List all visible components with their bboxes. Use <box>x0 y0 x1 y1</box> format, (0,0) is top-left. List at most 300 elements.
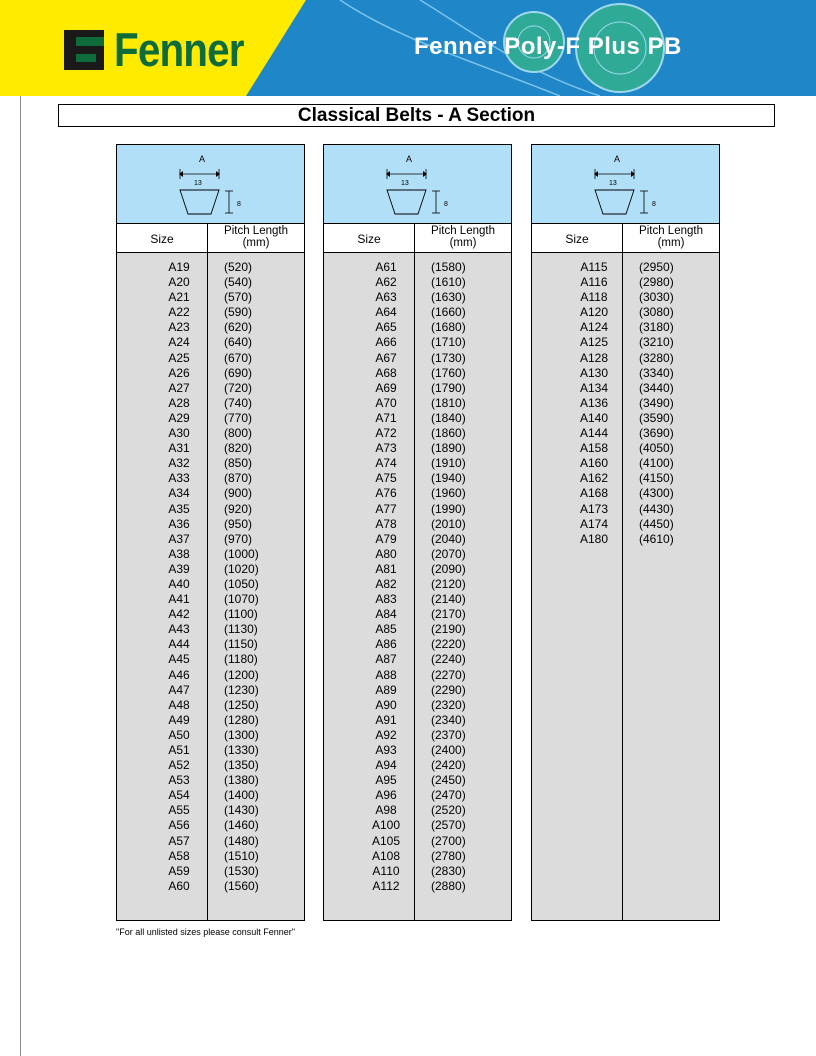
belt-size-cell: A58 <box>168 848 190 863</box>
belt-size-cell: A41 <box>168 592 190 607</box>
belt-trapezoid-shape <box>595 190 634 214</box>
belt-size-cell: A160 <box>579 456 609 471</box>
belt-size-cell: A134 <box>579 380 609 395</box>
pitch-length-cell: (3690) <box>639 426 674 441</box>
belt-size-cell: A83 <box>375 592 397 607</box>
table-row <box>324 396 511 411</box>
diagram-height-label: 8 <box>237 201 241 208</box>
table-row <box>324 713 511 728</box>
belt-size-cell: A31 <box>168 441 190 456</box>
belt-size-cell: A85 <box>375 622 397 637</box>
table-row <box>117 758 304 773</box>
table-row <box>117 366 304 381</box>
table-row <box>117 864 304 879</box>
table-row <box>324 381 511 396</box>
table-row <box>532 335 719 350</box>
pitch-length-cell: (4100) <box>639 456 674 471</box>
pitch-length-cell: (2040) <box>431 531 466 546</box>
pitch-length-cell: (2450) <box>431 773 466 788</box>
pitch-length-cell: (2190) <box>431 622 466 637</box>
pitch-length-cell: (900) <box>224 486 253 501</box>
belt-size-cell: A110 <box>372 863 400 878</box>
v-belt-cross-section-icon <box>324 145 511 223</box>
table-row <box>117 592 304 607</box>
belt-size-cell: A42 <box>168 607 190 622</box>
table-row <box>117 637 304 652</box>
table-row <box>532 290 719 305</box>
belt-size-cell: A61 <box>375 260 397 274</box>
pitch-length-cell: (4150) <box>639 471 674 486</box>
pitch-length-cell: (2980) <box>639 275 674 290</box>
pitch-length-cell: (1400) <box>224 788 259 803</box>
table-row <box>117 713 304 728</box>
table-row <box>324 803 511 818</box>
table-row <box>532 305 719 320</box>
belt-size-cell: A29 <box>168 410 190 425</box>
table-row <box>117 290 304 305</box>
table-row <box>324 426 511 441</box>
table-row <box>117 486 304 501</box>
belt-size-cell: A64 <box>375 305 397 320</box>
pitch-length-cell: (1610) <box>431 275 466 290</box>
table-row <box>117 849 304 864</box>
table-row <box>117 547 304 562</box>
table-row <box>532 260 719 275</box>
product-title: Fenner Poly-F Plus PB <box>414 33 682 60</box>
pitch-length-cell: (590) <box>224 305 253 320</box>
belt-size-cell: A33 <box>168 471 190 486</box>
pitch-length-header-line2: (mm) <box>449 237 477 249</box>
table-row <box>324 517 511 532</box>
table-row <box>532 366 719 381</box>
table-row <box>532 441 719 456</box>
pitch-length-cell: (950) <box>224 516 253 531</box>
pitch-length-cell: (2470) <box>431 788 466 803</box>
size-rows <box>532 260 719 547</box>
belt-size-cell: A82 <box>375 576 397 591</box>
pitch-length-cell: (1530) <box>224 863 259 878</box>
pitch-length-cell: (1430) <box>224 803 259 818</box>
belt-trapezoid-shape <box>387 190 426 214</box>
pitch-length-cell: (1460) <box>224 818 259 833</box>
pitch-length-cell: (1730) <box>431 350 466 365</box>
table-row <box>324 879 511 894</box>
pitch-length-cell: (1560) <box>224 878 259 893</box>
diagram-top-label: A <box>614 154 621 164</box>
belt-size-cell: A62 <box>375 275 397 290</box>
belt-size-cell: A140 <box>579 410 609 425</box>
belt-size-cell: A93 <box>375 743 397 757</box>
pitch-length-cell: (1940) <box>431 471 466 486</box>
table-row <box>324 366 511 381</box>
table-row <box>532 502 719 517</box>
belt-size-cell: A112 <box>372 878 400 893</box>
belt-size-cell: A94 <box>375 758 397 773</box>
pitch-length-cell: (3340) <box>639 365 674 380</box>
table-row <box>324 305 511 320</box>
belt-size-cell: A57 <box>168 833 190 848</box>
belt-size-cell: A67 <box>375 350 397 365</box>
pitch-length-header-line1: Pitch Length <box>431 225 495 237</box>
pitch-length-cell: (4610) <box>639 531 674 546</box>
belt-size-cell: A22 <box>168 305 190 320</box>
column-header-row <box>117 224 304 253</box>
pitch-length-cell: (2780) <box>431 848 466 863</box>
pitch-length-cell: (1790) <box>431 380 466 395</box>
belt-size-cell: A44 <box>168 637 190 652</box>
belt-size-cell: A36 <box>168 516 190 531</box>
pitch-length-cell: (620) <box>224 320 253 335</box>
belt-size-cell: A34 <box>168 486 190 501</box>
pitch-length-cell: (1810) <box>431 395 466 410</box>
diagram-height-label: 8 <box>652 201 656 208</box>
belt-size-cell: A81 <box>375 561 397 576</box>
table-row <box>324 532 511 547</box>
pitch-length-cell: (1150) <box>224 637 258 652</box>
belt-size-cell: A128 <box>579 350 609 365</box>
table-row <box>532 381 719 396</box>
footnote: "For all unlisted sizes please consult Fenner" <box>116 927 295 937</box>
belt-size-cell: A80 <box>375 546 397 561</box>
size-column-header: Size <box>565 232 589 246</box>
belt-size-cell: A54 <box>168 788 190 803</box>
table-row <box>324 758 511 773</box>
pitch-length-cell: (2090) <box>431 561 466 576</box>
belt-size-cell: A63 <box>375 290 397 305</box>
belt-size-cell: A168 <box>579 486 609 501</box>
size-rows <box>117 260 304 894</box>
pitch-length-cell: (1300) <box>224 727 259 742</box>
belt-size-cell: A53 <box>168 773 190 788</box>
pitch-length-cell: (4300) <box>639 486 674 501</box>
table-row <box>117 396 304 411</box>
table-row <box>324 577 511 592</box>
table-row <box>324 456 511 471</box>
pitch-length-cell: (720) <box>224 380 253 395</box>
pitch-length-cell: (3490) <box>639 395 674 410</box>
table-row <box>117 305 304 320</box>
pitch-length-cell: (540) <box>224 275 253 290</box>
belt-size-cell: A60 <box>168 878 190 893</box>
v-belt-cross-section-icon <box>532 145 719 223</box>
pitch-length-cell: (2270) <box>431 667 466 682</box>
belt-size-cell: A120 <box>579 305 609 320</box>
belt-size-cell: A88 <box>375 667 397 682</box>
belt-size-cell: A35 <box>168 501 190 516</box>
pitch-length-cell: (2880) <box>431 878 466 893</box>
belt-size-cell: A130 <box>579 365 609 380</box>
belt-size-cell: A38 <box>168 546 190 561</box>
belt-size-cell: A91 <box>375 712 397 727</box>
table-row <box>324 834 511 849</box>
pitch-length-cell: (820) <box>224 441 253 456</box>
belt-size-cell: A43 <box>168 622 190 637</box>
belt-size-cell: A118 <box>580 290 608 305</box>
table-row <box>324 486 511 501</box>
table-row <box>324 441 511 456</box>
belt-size-cell: A173 <box>579 501 609 516</box>
table-row <box>532 320 719 335</box>
belt-size-cell: A52 <box>168 758 190 773</box>
table-row <box>324 773 511 788</box>
table-row <box>117 471 304 486</box>
pitch-length-cell: (1760) <box>431 365 466 380</box>
pitch-length-cell: (1960) <box>431 486 466 501</box>
pitch-length-cell: (740) <box>224 395 253 410</box>
belt-size-cell: A27 <box>168 380 190 395</box>
belt-size-cell: A26 <box>168 365 190 380</box>
table-row <box>117 351 304 366</box>
pitch-length-cell: (640) <box>224 335 253 350</box>
pitch-length-cell: (2570) <box>431 818 466 833</box>
pitch-length-cell: (3590) <box>639 410 674 425</box>
pitch-length-cell: (4450) <box>639 516 674 531</box>
section-title-box <box>58 104 775 127</box>
pitch-length-cell: (3030) <box>639 290 674 305</box>
belt-size-cell: A66 <box>375 335 397 350</box>
pitch-length-cell: (1680) <box>431 320 466 335</box>
table-row <box>117 803 304 818</box>
pitch-length-cell: (1020) <box>224 561 259 576</box>
belt-size-cell: A47 <box>168 682 190 697</box>
table-row <box>324 683 511 698</box>
pitch-length-cell: (2520) <box>431 803 466 818</box>
table-row <box>117 502 304 517</box>
table-row <box>324 818 511 833</box>
pitch-length-column-header <box>208 225 304 249</box>
table-row <box>324 743 511 758</box>
belt-size-cell: A77 <box>375 501 397 516</box>
pitch-length-cell: (2420) <box>431 758 466 773</box>
pitch-length-cell: (1840) <box>431 410 466 425</box>
table-row <box>117 834 304 849</box>
table-row <box>117 698 304 713</box>
table-row <box>117 381 304 396</box>
table-row <box>324 320 511 335</box>
table-row <box>117 260 304 275</box>
belt-size-cell: A115 <box>580 260 608 274</box>
pitch-length-cell: (1990) <box>431 501 466 516</box>
belt-size-cell: A30 <box>168 426 190 441</box>
table-row <box>324 290 511 305</box>
belt-size-cell: A89 <box>375 682 397 697</box>
pitch-length-cell: (3080) <box>639 305 674 320</box>
diagram-width-label: 13 <box>401 180 409 187</box>
belt-size-cell: A70 <box>375 395 397 410</box>
table-row <box>117 607 304 622</box>
table-row <box>324 335 511 350</box>
table-row <box>324 562 511 577</box>
table-row <box>117 517 304 532</box>
size-column-header: Size <box>150 232 174 246</box>
pitch-length-cell: (1480) <box>224 833 259 848</box>
pitch-length-cell: (920) <box>224 501 253 516</box>
pitch-length-cell: (1200) <box>224 667 259 682</box>
belt-size-cell: A162 <box>579 471 609 486</box>
table-row <box>532 426 719 441</box>
table-row <box>324 698 511 713</box>
belt-size-cell: A78 <box>375 516 397 531</box>
v-belt-cross-section-icon <box>117 145 304 223</box>
belt-size-cell: A69 <box>375 380 397 395</box>
pitch-length-cell: (3280) <box>639 350 674 365</box>
brand-logo-text: Fenner <box>114 23 244 76</box>
pitch-length-cell: (520) <box>224 260 253 274</box>
pitch-length-cell: (2120) <box>431 576 466 591</box>
belt-size-cell: A39 <box>168 561 190 576</box>
table-row <box>117 562 304 577</box>
table-row <box>324 275 511 290</box>
pitch-length-column-header <box>415 225 511 249</box>
belt-size-cell: A55 <box>168 803 190 818</box>
table-row <box>324 728 511 743</box>
column-header-row <box>324 224 511 253</box>
diagram-width-label: 13 <box>194 180 202 187</box>
belt-size-cell: A23 <box>168 320 190 335</box>
table-row <box>117 728 304 743</box>
table-row <box>117 788 304 803</box>
belt-size-cell: A92 <box>375 727 397 742</box>
pitch-length-cell: (1000) <box>224 546 259 561</box>
table-row <box>117 320 304 335</box>
table-row <box>117 773 304 788</box>
belt-size-cell: A79 <box>375 531 397 546</box>
pitch-length-cell: (2170) <box>431 607 466 622</box>
belt-size-cell: A95 <box>375 773 397 788</box>
table-row <box>117 441 304 456</box>
table-row <box>117 456 304 471</box>
belt-size-cell: A124 <box>579 320 609 335</box>
belt-size-cell: A76 <box>375 486 397 501</box>
belt-section-diagram <box>324 145 511 224</box>
belt-size-cell: A144 <box>579 426 609 441</box>
pitch-length-cell: (1130) <box>224 622 258 637</box>
pitch-length-cell: (2370) <box>431 727 466 742</box>
pitch-length-cell: (3180) <box>639 320 674 335</box>
pitch-length-cell: (3440) <box>639 380 674 395</box>
table-row <box>117 335 304 350</box>
belt-size-cell: A48 <box>168 697 190 712</box>
belt-size-cell: A180 <box>579 531 609 546</box>
pitch-length-cell: (2220) <box>431 637 466 652</box>
belt-size-cell: A174 <box>579 516 609 531</box>
table-row <box>324 864 511 879</box>
belt-size-cell: A125 <box>579 335 609 350</box>
pitch-length-cell: (1890) <box>431 441 466 456</box>
pitch-length-cell: (2010) <box>431 516 466 531</box>
pitch-length-header-line2: (mm) <box>242 237 270 249</box>
pitch-length-cell: (1070) <box>224 592 259 607</box>
pitch-length-cell: (2320) <box>431 697 466 712</box>
table-row <box>117 879 304 894</box>
table-row <box>324 607 511 622</box>
belt-size-cell: A59 <box>168 863 190 878</box>
belt-size-cell: A65 <box>375 320 397 335</box>
pitch-length-cell: (1910) <box>431 456 466 471</box>
pitch-length-cell: (2400) <box>431 743 466 757</box>
pitch-length-cell: (1230) <box>224 682 259 697</box>
pitch-length-cell: (1380) <box>224 773 259 788</box>
belt-section-diagram <box>532 145 719 224</box>
pitch-length-cell: (690) <box>224 365 253 380</box>
belt-size-cell: A56 <box>168 818 190 833</box>
pitch-length-cell: (1860) <box>431 426 466 441</box>
table-row <box>532 396 719 411</box>
belt-size-cell: A136 <box>579 395 609 410</box>
size-table-panel-3 <box>531 144 720 921</box>
table-row <box>117 411 304 426</box>
belt-size-cell: A46 <box>168 667 190 682</box>
table-row <box>532 411 719 426</box>
belt-size-cell: A20 <box>168 275 190 290</box>
table-row <box>532 351 719 366</box>
table-row <box>117 577 304 592</box>
table-row <box>324 637 511 652</box>
pitch-length-cell: (2290) <box>431 682 466 697</box>
pitch-length-column-header <box>623 225 719 249</box>
belt-size-cell: A50 <box>168 727 190 742</box>
pitch-length-cell: (3210) <box>639 335 674 350</box>
pitch-length-cell: (4430) <box>639 501 674 516</box>
pitch-length-cell: (1710) <box>431 335 466 350</box>
pitch-length-header-line2: (mm) <box>657 237 685 249</box>
belt-size-cell: A75 <box>375 471 397 486</box>
page-header <box>0 0 816 96</box>
belt-section-diagram <box>117 145 304 224</box>
pitch-length-header-line1: Pitch Length <box>639 225 703 237</box>
pitch-length-cell: (2240) <box>431 652 466 667</box>
table-row <box>532 486 719 501</box>
pitch-length-cell: (670) <box>224 350 253 365</box>
pitch-length-cell: (970) <box>224 531 253 546</box>
pitch-length-cell: (870) <box>224 471 253 486</box>
section-title: Classical Belts - A Section <box>297 105 536 126</box>
belt-size-cell: A51 <box>168 743 190 757</box>
diagram-top-label: A <box>199 154 206 164</box>
pitch-length-cell: (2340) <box>431 712 466 727</box>
belt-size-cell: A98 <box>375 803 397 818</box>
column-header-row <box>532 224 719 253</box>
pitch-length-cell: (2140) <box>431 592 466 607</box>
pitch-length-cell: (1660) <box>431 305 466 320</box>
pitch-length-cell: (1630) <box>431 290 466 305</box>
pitch-length-cell: (770) <box>224 410 253 425</box>
table-row <box>117 275 304 290</box>
table-row <box>324 260 511 275</box>
belt-size-cell: A68 <box>375 365 397 380</box>
belt-size-cell: A19 <box>168 260 190 274</box>
table-row <box>324 652 511 667</box>
belt-size-cell: A86 <box>375 637 397 652</box>
table-row <box>324 849 511 864</box>
table-row <box>324 547 511 562</box>
size-rows <box>324 260 511 894</box>
table-row <box>324 622 511 637</box>
belt-size-cell: A21 <box>168 290 190 305</box>
pitch-length-cell: (1180) <box>224 652 258 667</box>
pitch-length-cell: (570) <box>224 290 253 305</box>
table-row <box>117 743 304 758</box>
belt-size-cell: A116 <box>580 275 608 290</box>
belt-size-cell: A28 <box>168 395 190 410</box>
size-column-header: Size <box>357 232 381 246</box>
table-row <box>532 517 719 532</box>
table-row <box>117 652 304 667</box>
diagram-top-label: A <box>406 154 413 164</box>
belt-size-cell: A32 <box>168 456 190 471</box>
pitch-length-cell: (4050) <box>639 441 674 456</box>
pitch-length-cell: (800) <box>224 426 253 441</box>
